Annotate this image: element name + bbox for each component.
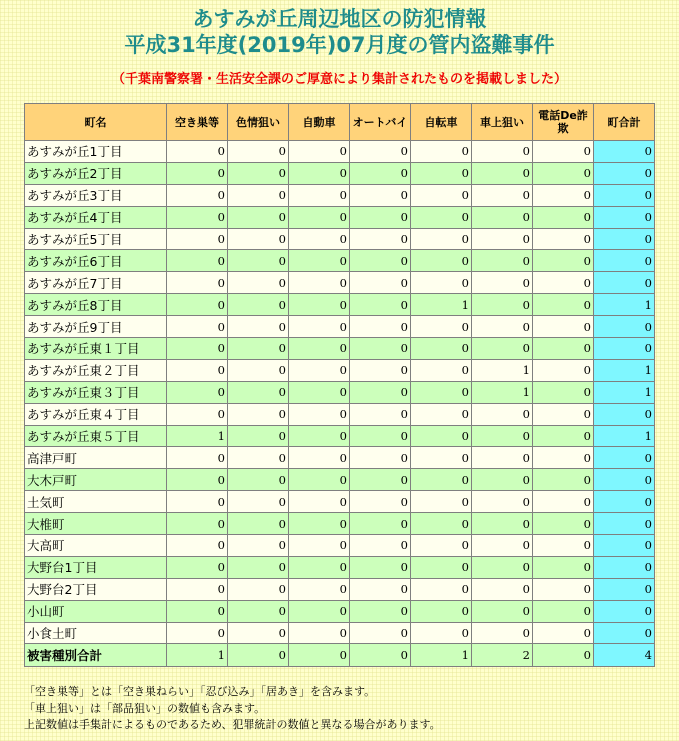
count-cell: 0: [411, 381, 472, 403]
summary-label: 被害種別合計: [25, 644, 167, 667]
count-cell: 0: [228, 425, 289, 447]
count-cell: 0: [411, 184, 472, 206]
town-total-cell: 0: [594, 556, 655, 578]
count-cell: 0: [350, 162, 411, 184]
town-total-cell: 1: [594, 381, 655, 403]
count-cell: 0: [167, 250, 228, 272]
town-total-cell: 1: [594, 425, 655, 447]
count-cell: 0: [289, 294, 350, 316]
count-cell: 0: [228, 513, 289, 535]
count-cell: 0: [533, 184, 594, 206]
count-cell: 0: [472, 578, 533, 600]
count-cell: 0: [350, 425, 411, 447]
count-cell: 0: [411, 513, 472, 535]
town-total-cell: 0: [594, 316, 655, 338]
town-name: あすみが丘4丁目: [25, 206, 167, 228]
count-cell: 0: [228, 600, 289, 622]
count-cell: 0: [472, 228, 533, 250]
town-total-cell: 0: [594, 338, 655, 360]
table-row: [25, 513, 655, 535]
header-burglary: 空き巣等: [167, 104, 228, 141]
count-cell: 0: [228, 381, 289, 403]
count-cell: 0: [228, 556, 289, 578]
count-cell: 0: [411, 535, 472, 557]
table-row: [25, 578, 655, 600]
town-name: あすみが丘7丁目: [25, 272, 167, 294]
count-cell: 0: [228, 622, 289, 644]
count-cell: 0: [472, 600, 533, 622]
count-cell: 0: [472, 250, 533, 272]
table-row: [25, 206, 655, 228]
count-cell: 0: [167, 206, 228, 228]
count-cell: 1: [411, 644, 472, 667]
table-row: [25, 338, 655, 360]
count-cell: 0: [411, 272, 472, 294]
count-cell: 0: [228, 403, 289, 425]
count-cell: 0: [411, 141, 472, 163]
notes: [24, 684, 441, 734]
count-cell: 0: [411, 206, 472, 228]
count-cell: 0: [472, 513, 533, 535]
count-cell: 0: [350, 556, 411, 578]
count-cell: 0: [167, 469, 228, 491]
page-title-line2: 平成31年度(2019年)07月度の管内盗難事件: [124, 33, 555, 57]
table-row: [25, 162, 655, 184]
count-cell: 0: [533, 250, 594, 272]
town-total-cell: 0: [594, 184, 655, 206]
count-cell: 0: [289, 272, 350, 294]
count-cell: 0: [533, 535, 594, 557]
table-row: [25, 141, 655, 163]
count-cell: 0: [411, 228, 472, 250]
town-name: あすみが丘8丁目: [25, 294, 167, 316]
count-cell: 0: [472, 272, 533, 294]
count-cell: 0: [289, 622, 350, 644]
count-cell: 0: [167, 184, 228, 206]
table-row: [25, 294, 655, 316]
count-cell: 0: [289, 206, 350, 228]
count-cell: 0: [533, 491, 594, 513]
table-row: [25, 425, 655, 447]
town-name: あすみが丘東１丁目: [25, 338, 167, 360]
table-body: [25, 141, 655, 667]
count-cell: 0: [350, 272, 411, 294]
town-name: あすみが丘9丁目: [25, 316, 167, 338]
count-cell: 0: [167, 535, 228, 557]
count-cell: 0: [472, 556, 533, 578]
count-cell: 0: [350, 513, 411, 535]
town-total-cell: 0: [594, 469, 655, 491]
town-name: あすみが丘3丁目: [25, 184, 167, 206]
count-cell: 0: [472, 184, 533, 206]
count-cell: 0: [472, 622, 533, 644]
page-title-line1: あすみが丘周辺地区の防犯情報: [192, 7, 487, 31]
header-sex-crime: 色情狙い: [228, 104, 289, 141]
count-cell: 0: [350, 644, 411, 667]
town-total-cell: 0: [594, 622, 655, 644]
count-cell: 0: [350, 141, 411, 163]
count-cell: 0: [289, 403, 350, 425]
count-cell: 0: [533, 316, 594, 338]
town-name: 小山町: [25, 600, 167, 622]
note-burglary: 「空き巣等」とは「空き巣ねらい」「忍び込み」「居あき」を含みます。: [24, 685, 376, 698]
count-cell: 0: [472, 162, 533, 184]
town-name: 土気町: [25, 491, 167, 513]
count-cell: 0: [167, 338, 228, 360]
count-cell: 0: [228, 338, 289, 360]
count-cell: 0: [533, 206, 594, 228]
town-total-cell: 0: [594, 228, 655, 250]
table-row: [25, 469, 655, 491]
town-total-cell: 0: [594, 600, 655, 622]
count-cell: 0: [167, 491, 228, 513]
count-cell: 0: [533, 272, 594, 294]
count-cell: 0: [228, 228, 289, 250]
table-row: [25, 622, 655, 644]
count-cell: 0: [533, 513, 594, 535]
header-car-break-in: 車上狙い: [472, 104, 533, 141]
count-cell: 0: [350, 294, 411, 316]
table-row: [25, 535, 655, 557]
count-cell: 0: [289, 316, 350, 338]
count-cell: 1: [167, 644, 228, 667]
count-cell: 0: [533, 447, 594, 469]
town-name: あすみが丘1丁目: [25, 141, 167, 163]
count-cell: 0: [411, 447, 472, 469]
count-cell: 0: [289, 141, 350, 163]
count-cell: 0: [167, 316, 228, 338]
count-cell: 0: [350, 578, 411, 600]
count-cell: 0: [289, 535, 350, 557]
count-cell: 0: [533, 556, 594, 578]
header-motorcycle: オートバイ: [350, 104, 411, 141]
table-row: [25, 381, 655, 403]
count-cell: 0: [411, 338, 472, 360]
count-cell: 0: [411, 469, 472, 491]
count-cell: 0: [167, 381, 228, 403]
town-total-cell: 0: [594, 513, 655, 535]
town-name: あすみが丘東５丁目: [25, 425, 167, 447]
count-cell: 0: [228, 250, 289, 272]
table-row: [25, 403, 655, 425]
count-cell: 0: [472, 535, 533, 557]
header-bicycle: 自転車: [411, 104, 472, 141]
count-cell: 0: [533, 469, 594, 491]
count-cell: 0: [167, 228, 228, 250]
count-cell: 0: [289, 162, 350, 184]
count-cell: 0: [350, 316, 411, 338]
count-cell: 0: [350, 622, 411, 644]
count-cell: 0: [533, 162, 594, 184]
table-row: [25, 359, 655, 381]
table-row: [25, 600, 655, 622]
count-cell: 0: [228, 162, 289, 184]
count-cell: 0: [167, 294, 228, 316]
count-cell: 0: [167, 359, 228, 381]
town-total-cell: 0: [594, 447, 655, 469]
count-cell: 0: [533, 622, 594, 644]
town-name: あすみが丘5丁目: [25, 228, 167, 250]
count-cell: 0: [289, 513, 350, 535]
town-total-cell: 0: [594, 272, 655, 294]
count-cell: 0: [289, 578, 350, 600]
count-cell: 0: [411, 162, 472, 184]
town-total-cell: 0: [594, 250, 655, 272]
count-cell: 0: [472, 403, 533, 425]
count-cell: 0: [411, 403, 472, 425]
count-cell: 0: [228, 272, 289, 294]
town-total-cell: 1: [594, 294, 655, 316]
count-cell: 0: [350, 491, 411, 513]
town-name: 高津戸町: [25, 447, 167, 469]
count-cell: 0: [533, 338, 594, 360]
crime-table: [24, 103, 655, 667]
table-row: [25, 228, 655, 250]
count-cell: 2: [472, 644, 533, 667]
header-town-total: 町合計: [594, 104, 655, 141]
count-cell: 0: [411, 491, 472, 513]
count-cell: 0: [228, 359, 289, 381]
count-cell: 0: [228, 141, 289, 163]
count-cell: 0: [472, 425, 533, 447]
town-total-cell: 0: [594, 535, 655, 557]
count-cell: 0: [289, 425, 350, 447]
summary-row: [25, 644, 655, 667]
count-cell: 0: [289, 184, 350, 206]
note-disclaimer: 上記数値は手集計によるものであるため、犯罪統計の数値と異なる場合があります。: [24, 718, 441, 731]
count-cell: 0: [472, 491, 533, 513]
count-cell: 0: [289, 469, 350, 491]
count-cell: 0: [167, 513, 228, 535]
town-name: 大椎町: [25, 513, 167, 535]
town-name: あすみが丘6丁目: [25, 250, 167, 272]
table-row: [25, 250, 655, 272]
count-cell: 0: [533, 644, 594, 667]
header-car: 自動車: [289, 104, 350, 141]
header-phone-fraud: 電話De詐欺: [533, 104, 594, 141]
count-cell: 0: [411, 600, 472, 622]
count-cell: 0: [411, 622, 472, 644]
count-cell: 0: [350, 447, 411, 469]
count-cell: 0: [350, 403, 411, 425]
town-name: あすみが丘東２丁目: [25, 359, 167, 381]
count-cell: 0: [533, 141, 594, 163]
count-cell: 0: [533, 600, 594, 622]
count-cell: 0: [411, 556, 472, 578]
table-row: [25, 447, 655, 469]
count-cell: 0: [533, 425, 594, 447]
count-cell: 0: [289, 556, 350, 578]
count-cell: 0: [228, 578, 289, 600]
count-cell: 0: [472, 316, 533, 338]
count-cell: 0: [350, 338, 411, 360]
town-total-cell: 0: [594, 403, 655, 425]
count-cell: 0: [350, 250, 411, 272]
count-cell: 0: [289, 447, 350, 469]
count-cell: 0: [228, 316, 289, 338]
count-cell: 0: [167, 600, 228, 622]
count-cell: 0: [167, 162, 228, 184]
count-cell: 0: [472, 206, 533, 228]
town-total-cell: 0: [594, 206, 655, 228]
town-name: あすみが丘2丁目: [25, 162, 167, 184]
table-row: [25, 491, 655, 513]
page-subtitle: （千葉南警察署・生活安全課のご厚意により集計されたものを掲載しました）: [111, 72, 567, 87]
table-row: [25, 184, 655, 206]
count-cell: 0: [228, 644, 289, 667]
header-town: 町名: [25, 104, 167, 141]
count-cell: 0: [411, 316, 472, 338]
count-cell: 0: [350, 535, 411, 557]
count-cell: 1: [411, 294, 472, 316]
count-cell: 0: [350, 600, 411, 622]
count-cell: 0: [228, 491, 289, 513]
count-cell: 0: [289, 644, 350, 667]
count-cell: 0: [167, 622, 228, 644]
count-cell: 0: [350, 206, 411, 228]
count-cell: 0: [350, 228, 411, 250]
count-cell: 0: [472, 294, 533, 316]
count-cell: 0: [533, 294, 594, 316]
count-cell: 0: [228, 294, 289, 316]
count-cell: 0: [228, 535, 289, 557]
table-row: [25, 272, 655, 294]
count-cell: 0: [289, 491, 350, 513]
count-cell: 0: [350, 184, 411, 206]
town-total-cell: 1: [594, 359, 655, 381]
note-car-break-in: 「車上狙い」は「部品狙い」の数値も含みます。: [24, 701, 266, 715]
count-cell: 0: [167, 578, 228, 600]
town-name: 小食土町: [25, 622, 167, 644]
count-cell: 0: [289, 600, 350, 622]
count-cell: 0: [228, 469, 289, 491]
count-cell: 0: [533, 578, 594, 600]
count-cell: 0: [350, 359, 411, 381]
count-cell: 0: [289, 228, 350, 250]
town-total-cell: 4: [594, 644, 655, 667]
count-cell: 0: [167, 403, 228, 425]
count-cell: 0: [411, 359, 472, 381]
count-cell: 0: [533, 403, 594, 425]
count-cell: 0: [228, 447, 289, 469]
count-cell: 0: [472, 447, 533, 469]
count-cell: 0: [411, 250, 472, 272]
count-cell: 1: [472, 381, 533, 403]
town-total-cell: 0: [594, 162, 655, 184]
count-cell: 0: [350, 469, 411, 491]
count-cell: 0: [289, 381, 350, 403]
count-cell: 0: [350, 381, 411, 403]
town-total-cell: 0: [594, 578, 655, 600]
town-name: あすみが丘東４丁目: [25, 403, 167, 425]
count-cell: 0: [289, 250, 350, 272]
count-cell: 0: [411, 425, 472, 447]
count-cell: 0: [167, 272, 228, 294]
count-cell: 0: [228, 206, 289, 228]
town-total-cell: 0: [594, 491, 655, 513]
count-cell: 0: [472, 338, 533, 360]
count-cell: 0: [533, 228, 594, 250]
count-cell: 0: [289, 338, 350, 360]
count-cell: 0: [472, 141, 533, 163]
count-cell: 0: [533, 381, 594, 403]
count-cell: 0: [228, 184, 289, 206]
table-row: [25, 556, 655, 578]
count-cell: 1: [472, 359, 533, 381]
town-name: 大野台1丁目: [25, 556, 167, 578]
count-cell: 0: [411, 578, 472, 600]
town-name: あすみが丘東３丁目: [25, 381, 167, 403]
count-cell: 0: [167, 556, 228, 578]
count-cell: 0: [289, 359, 350, 381]
town-total-cell: 0: [594, 141, 655, 163]
count-cell: 1: [167, 425, 228, 447]
count-cell: 0: [167, 447, 228, 469]
count-cell: 0: [167, 141, 228, 163]
table-row: [25, 316, 655, 338]
count-cell: 0: [533, 359, 594, 381]
town-name: 大高町: [25, 535, 167, 557]
count-cell: 0: [472, 469, 533, 491]
town-name: 大木戸町: [25, 469, 167, 491]
town-name: 大野台2丁目: [25, 578, 167, 600]
table-header-row: [25, 104, 655, 141]
